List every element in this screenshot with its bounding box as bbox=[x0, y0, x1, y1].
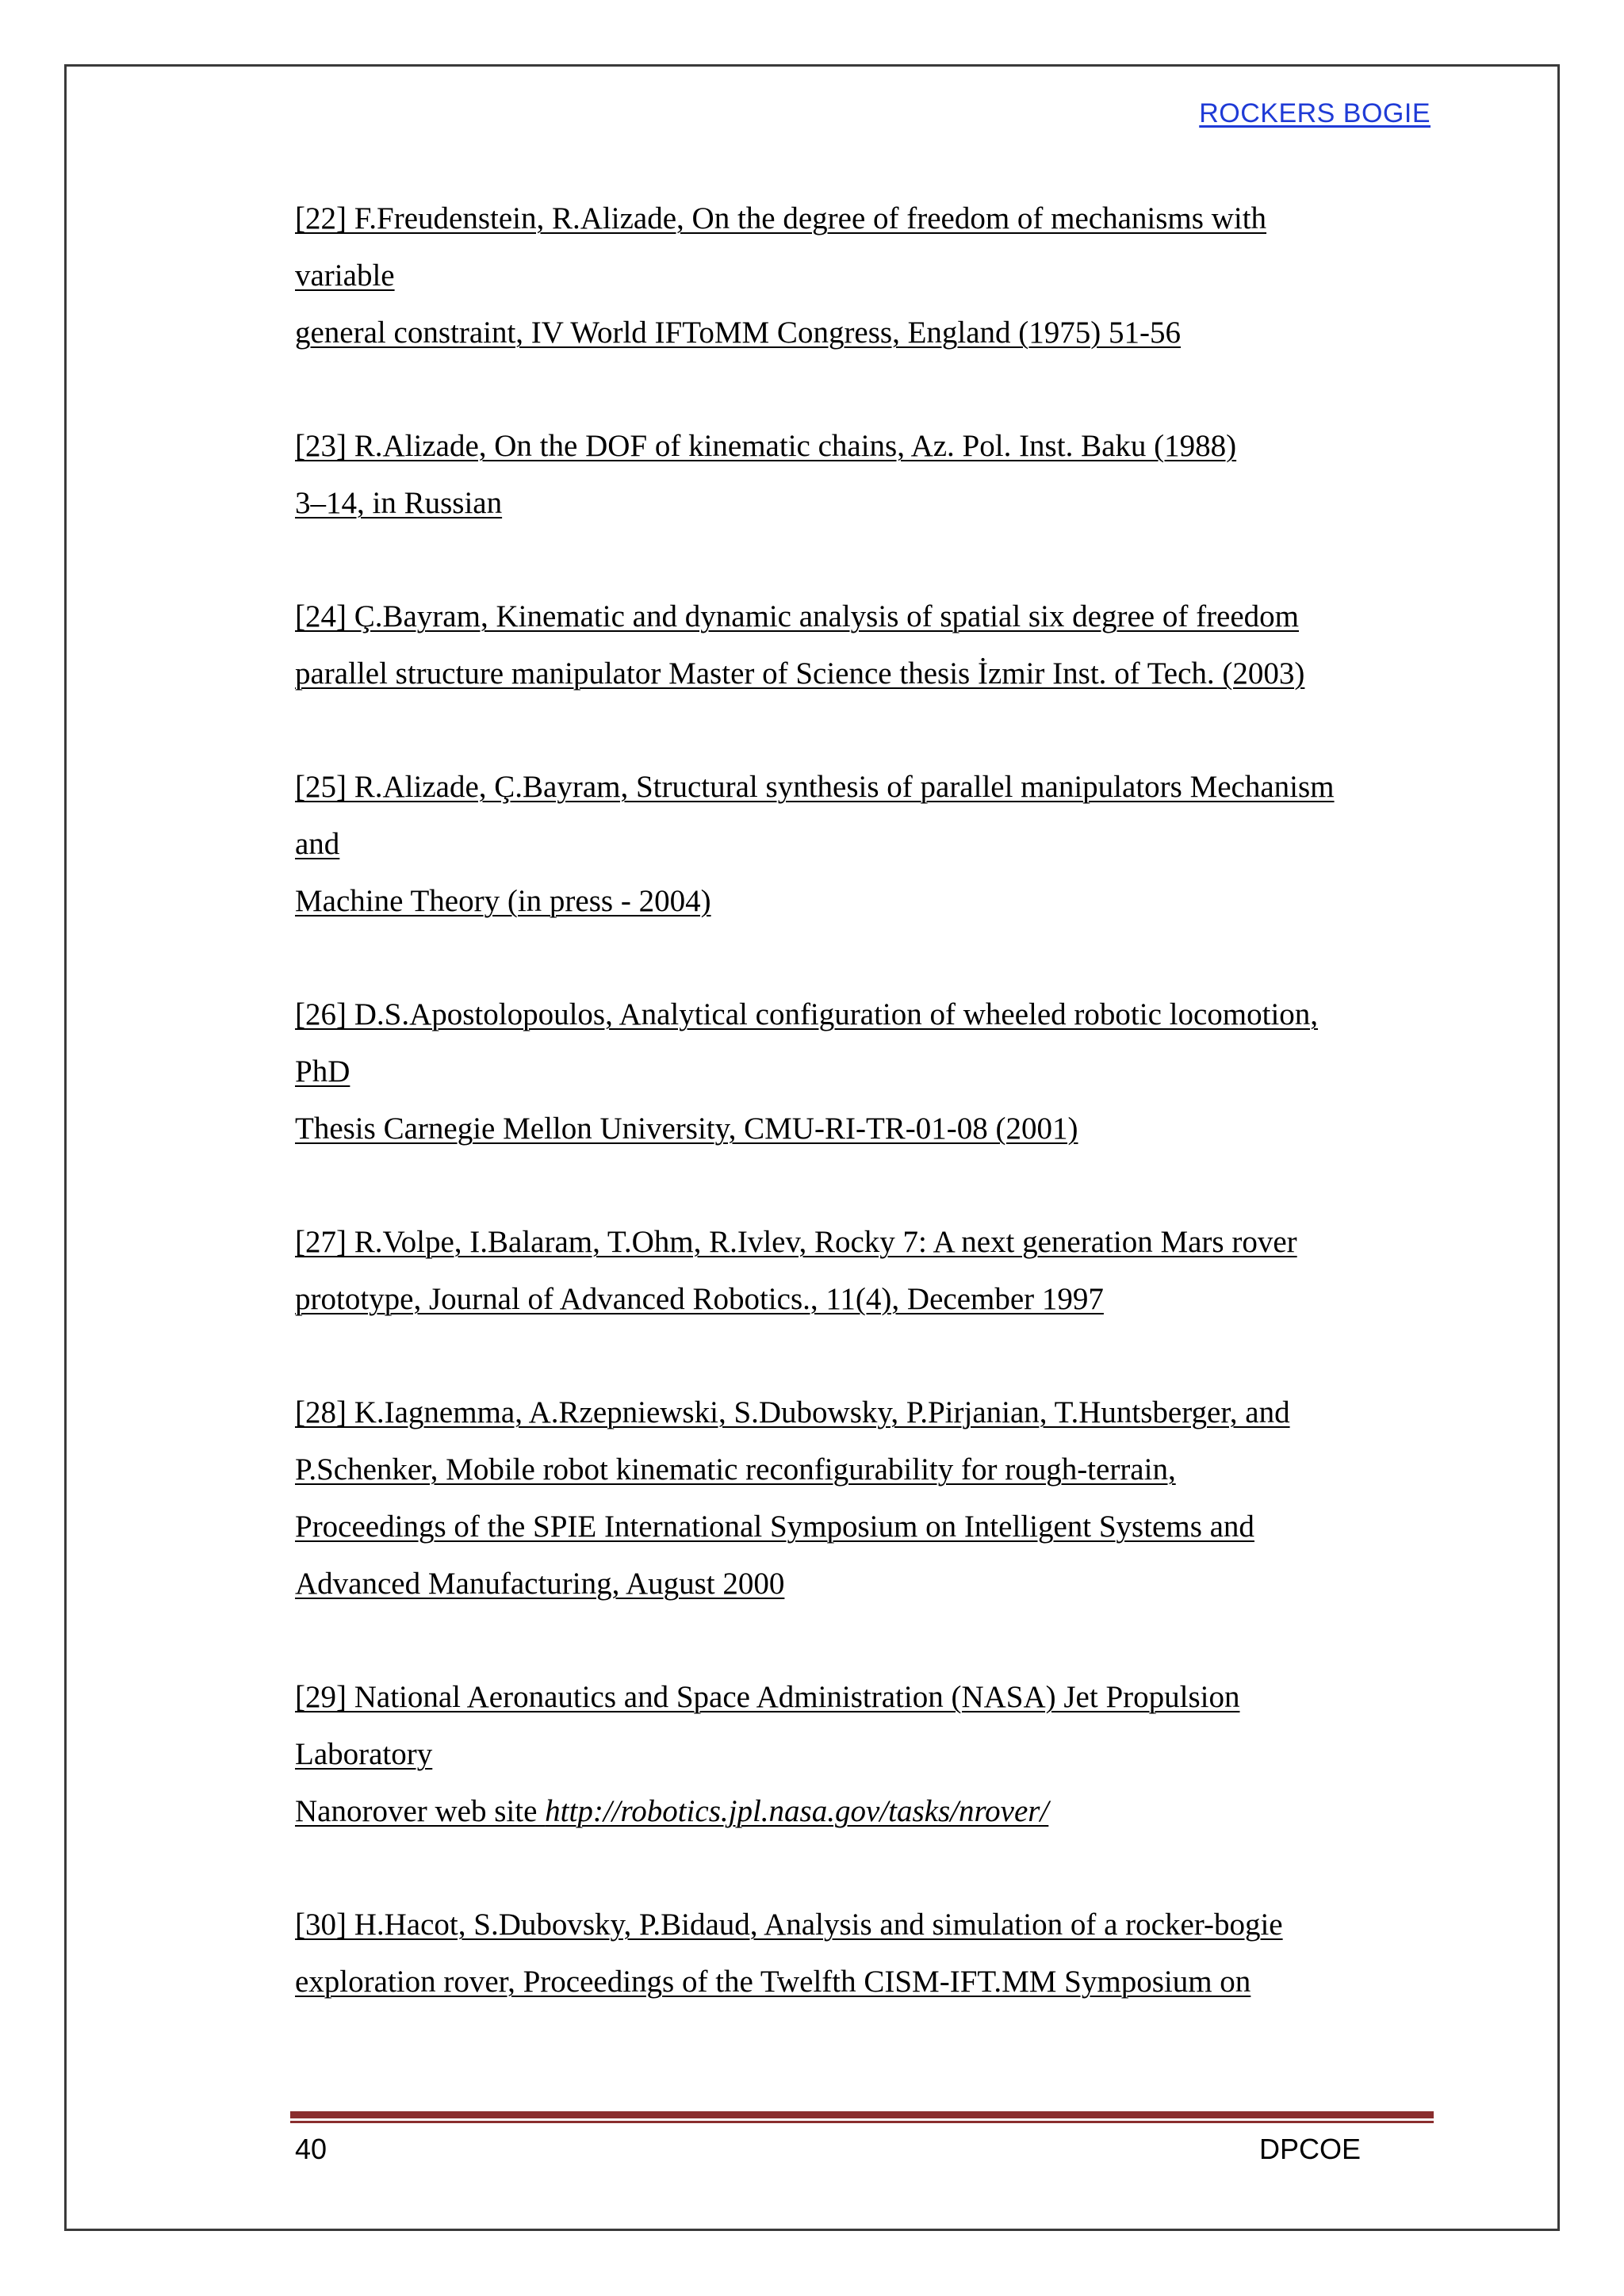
page-number: 40 bbox=[295, 2133, 327, 2165]
reference-text: [29] National Aeronautics and Space Administration (NASA) Jet Propulsion bbox=[295, 1680, 1240, 1714]
reference-text: Thesis Carnegie Mellon University, CMU-RI-TR-01-08 (2001) bbox=[295, 1112, 1078, 1146]
reference-text: prototype, Journal of Advanced Robotics., 11(4), December 1997 bbox=[295, 1282, 1104, 1316]
reference-line[interactable] bbox=[295, 1498, 1421, 1556]
reference-entry bbox=[295, 190, 1421, 362]
reference-line[interactable] bbox=[295, 1954, 1421, 2011]
reference-line[interactable] bbox=[295, 759, 1421, 816]
reference-text: Proceedings of the SPIE International Symposium on Intelligent Systems and bbox=[295, 1510, 1254, 1544]
reference-text: Advanced Manufacturing, August 2000 bbox=[295, 1567, 785, 1601]
reference-text: [25] R.Alizade, Ç.Bayram, Structural synthesis of parallel manipulators Mechanism bbox=[295, 770, 1335, 804]
reference-text: PhD bbox=[295, 1054, 350, 1089]
reference-entry bbox=[295, 418, 1421, 532]
reference-text: variable bbox=[295, 258, 395, 293]
reference-line[interactable] bbox=[295, 1100, 1421, 1158]
reference-text: [22] F.Freudenstein, R.Alizade, On the degree of freedom of mechanisms with bbox=[295, 201, 1267, 235]
reference-line[interactable] bbox=[295, 1896, 1421, 1954]
reference-line[interactable] bbox=[295, 190, 1421, 247]
reference-entry bbox=[295, 1896, 1421, 2011]
reference-entry bbox=[295, 759, 1421, 930]
reference-text: Machine Theory (in press - 2004) bbox=[295, 884, 711, 918]
reference-text: [28] K.Iagnemma, A.Rzepniewski, S.Dubowsky, P.Pirjanian, T.Huntsberger, and bbox=[295, 1395, 1290, 1429]
reference-line[interactable] bbox=[295, 475, 1421, 532]
reference-text: [23] R.Alizade, On the DOF of kinematic chains, Az. Pol. Inst. Baku (1988) bbox=[295, 429, 1237, 463]
reference-line[interactable] bbox=[295, 1043, 1421, 1100]
reference-text: and bbox=[295, 827, 340, 861]
reference-line[interactable] bbox=[295, 247, 1421, 304]
reference-entry bbox=[295, 986, 1421, 1158]
reference-line[interactable] bbox=[295, 873, 1421, 930]
reference-text: exploration rover, Proceedings of the Twelfth CISM-IFT.MM Symposium on bbox=[295, 1965, 1251, 1999]
reference-entry bbox=[295, 1214, 1421, 1328]
reference-entry bbox=[295, 1384, 1421, 1613]
reference-text: Nanorover web site bbox=[295, 1794, 546, 1828]
reference-text: [27] R.Volpe, I.Balaram, T.Ohm, R.Ivlev, Rocky 7: A next generation Mars rover bbox=[295, 1225, 1297, 1259]
reference-list bbox=[295, 190, 1421, 2067]
reference-line[interactable] bbox=[295, 1271, 1421, 1328]
reference-text: [26] D.S.Apostolopoulos, Analytical configuration of wheeled robotic locomotion, bbox=[295, 997, 1319, 1031]
reference-entry bbox=[295, 588, 1421, 702]
reference-entry bbox=[295, 1669, 1421, 1840]
reference-line[interactable] bbox=[295, 1669, 1421, 1726]
reference-line[interactable] bbox=[295, 1384, 1421, 1441]
reference-text: [24] Ç.Bayram, Kinematic and dynamic analysis of spatial six degree of freedom bbox=[295, 599, 1300, 633]
reference-line[interactable] bbox=[295, 588, 1421, 645]
reference-line[interactable] bbox=[295, 1214, 1421, 1271]
reference-text: general constraint, IV World IFToMM Congress, England (1975) 51-56 bbox=[295, 316, 1182, 350]
footer-rule-thick bbox=[290, 2111, 1434, 2118]
running-header-title[interactable]: ROCKERS BOGIE bbox=[1199, 98, 1431, 128]
footer-organization: DPCOE bbox=[1259, 2133, 1362, 2165]
footer-rule-thin bbox=[290, 2121, 1434, 2123]
reference-line[interactable] bbox=[295, 645, 1421, 702]
reference-line[interactable] bbox=[295, 1441, 1421, 1498]
reference-url-link[interactable]: http://robotics.jpl.nasa.gov/tasks/nrover/ bbox=[545, 1794, 1049, 1828]
reference-text: parallel structure manipulator Master of Science thesis İzmir Inst. of Tech. (2003) bbox=[295, 656, 1305, 691]
reference-text: P.Schenker, Mobile robot kinematic reconfigurability for rough-terrain, bbox=[295, 1452, 1176, 1487]
reference-line[interactable] bbox=[295, 304, 1421, 362]
reference-text: [30] H.Hacot, S.Dubovsky, P.Bidaud, Analysis and simulation of a rocker-bogie bbox=[295, 1908, 1283, 1942]
reference-line[interactable] bbox=[295, 418, 1421, 475]
reference-line[interactable] bbox=[295, 986, 1421, 1043]
reference-line[interactable] bbox=[295, 816, 1421, 873]
reference-line[interactable] bbox=[295, 1556, 1421, 1613]
reference-text: 3–14, in Russian bbox=[295, 486, 503, 520]
reference-text: Laboratory bbox=[295, 1737, 433, 1771]
reference-line[interactable] bbox=[295, 1726, 1421, 1783]
reference-line[interactable] bbox=[295, 1783, 1421, 1840]
footer-rule bbox=[290, 2111, 1434, 2123]
